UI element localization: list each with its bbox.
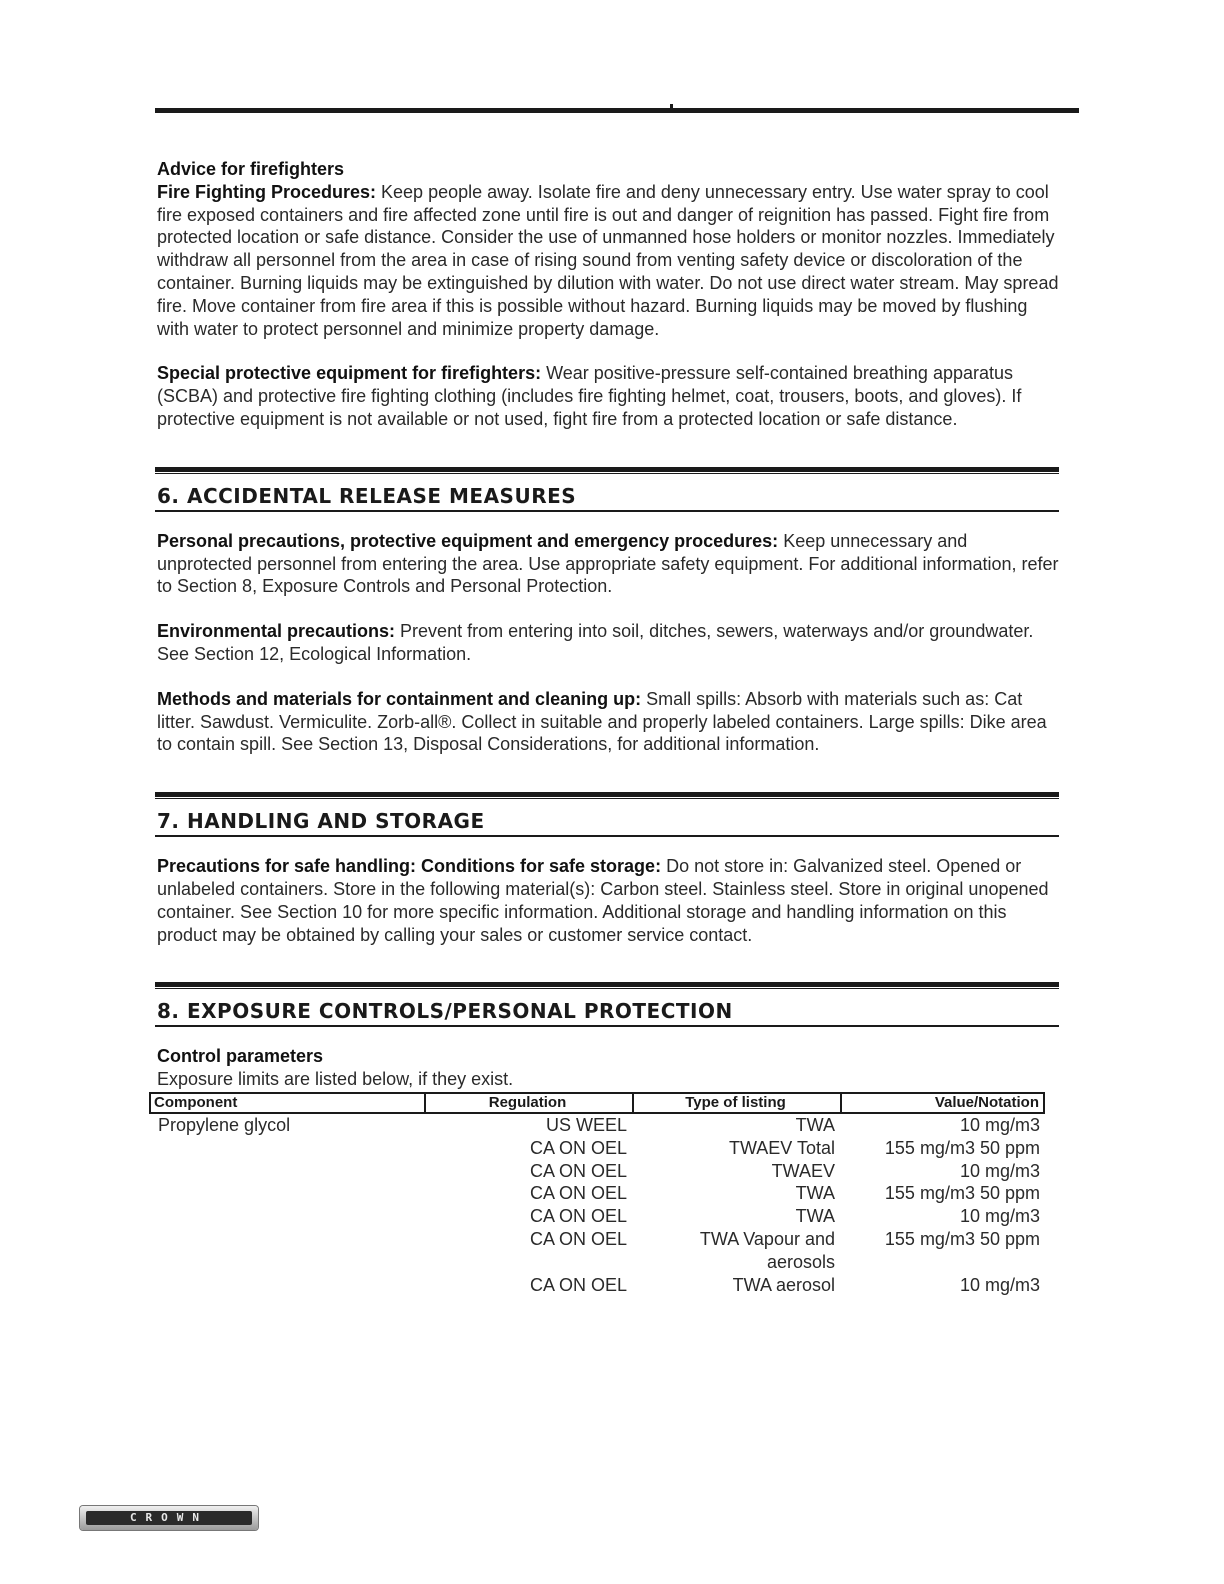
cell-type: TWA xyxy=(795,1206,835,1227)
cell-regulation: US WEEL xyxy=(545,1114,627,1135)
table-row xyxy=(150,1228,1044,1274)
containment-methods: Methods and materials for containment and cleaning up: Small spills: Absorb with materials such as: Cat litter. Sawdust. Vermiculite. Zorb-all®. Collect in suitable and properly labeled containers. Large spills: Dike area to contain spill. See Section 13, Disposal Considerations, for additional information. xyxy=(157,688,1047,755)
special-protective-equipment: Special protective equipment for firefighters: Wear positive-pressure self-contained breathing apparatus (SCBA) and protective fire fighting clothing (includes fire fighting helmet, coat, trousers, boots, and gloves). If protective equipment is not available or not used, fight fire from a protected location or safe distance. xyxy=(157,363,1022,429)
personal-precautions: Personal precautions, protective equipment and emergency procedures: Keep unnecessary and unprotected personnel from entering the area. Use appropriate safety equipment. For additional information, refer to Section 8, Exposure Controls and Personal Protection. xyxy=(157,530,1059,597)
crown-logo-text: CROWN xyxy=(86,1511,252,1525)
cell-value: 155 mg/m3 50 ppm xyxy=(884,1137,1040,1158)
firefighter-advice-heading: Advice for firefighters xyxy=(157,159,345,179)
cell-component xyxy=(150,1137,425,1160)
cell-regulation: CA ON OEL xyxy=(529,1206,627,1227)
table-row xyxy=(150,1137,1044,1160)
cell-component xyxy=(150,1205,425,1228)
section-6 xyxy=(155,467,1059,756)
table-row xyxy=(150,1160,1044,1183)
cell-type: TWA Vapour and aerosols xyxy=(699,1228,835,1272)
cell-component xyxy=(150,1182,425,1205)
cell-value: 155 mg/m3 50 ppm xyxy=(884,1228,1040,1249)
cell-component xyxy=(150,1274,425,1297)
document-body xyxy=(154,158,1061,1296)
cell-type: TWAEV xyxy=(771,1160,835,1181)
control-parameters-heading: Control parameters xyxy=(157,1046,324,1067)
col-component: Component xyxy=(150,1093,425,1113)
cell-value: 10 mg/m3 xyxy=(959,1160,1040,1181)
cell-regulation: CA ON OEL xyxy=(529,1183,627,1204)
col-regulation: Regulation xyxy=(425,1093,633,1113)
exposure-limits-intro: Exposure limits are listed below, if they exist. xyxy=(157,1069,514,1090)
exposure-limits-table xyxy=(149,1092,1045,1296)
cell-regulation: CA ON OEL xyxy=(529,1160,627,1181)
col-value-notation: Value/Notation xyxy=(841,1093,1044,1113)
table-row xyxy=(150,1205,1044,1228)
section-8-title: 8. EXPOSURE CONTROLS/PERSONAL PROTECTION xyxy=(157,999,733,1024)
cell-type: TWA xyxy=(795,1183,835,1204)
cell-value: 10 mg/m3 xyxy=(959,1274,1040,1295)
handling-storage-text: Precautions for safe handling: Conditions for safe storage: Do not store in: Galvanized steel. Opened or unlabeled containers. Store in the following material(s): Carbon steel. Stainless steel. Store in original unopened container. See Section 10 for more specific information. Additional storage and handling information on this product may be obtained by calling your sales or customer service contact. xyxy=(157,856,1049,945)
cell-regulation: CA ON OEL xyxy=(529,1274,627,1295)
cell-value: 155 mg/m3 50 ppm xyxy=(884,1183,1040,1204)
fire-fighting-procedures: Fire Fighting Procedures: Keep people away. Isolate fire and deny unnecessary entry. Use water spray to cool fire exposed containers and fire affected zone until fire is out and danger of reignition has passed. Fight fire from protected location or safe distance. Consider the use of unmanned hose holders or monitor nozzles. Immediately withdraw all personnel from the area in case of rising sound from venting safety device or discoloration of the container. Burning liquids may be extinguished by dilution with water. Do not use direct water stream. May spread fire. Move container from fire area if this is possible without hazard. Burning liquids may be moved by flushing with water to protect personnel and minimize property damage. xyxy=(157,181,1059,339)
cell-type: TWAEV Total xyxy=(728,1137,835,1158)
table-row xyxy=(150,1113,1044,1137)
cell-type: TWA xyxy=(795,1114,835,1135)
crown-logo xyxy=(80,1506,258,1530)
section-7 xyxy=(155,792,1059,946)
cell-value: 10 mg/m3 xyxy=(959,1114,1040,1135)
table-row xyxy=(150,1182,1044,1205)
cell-value: 10 mg/m3 xyxy=(959,1206,1040,1227)
section-6-title: 6. ACCIDENTAL RELEASE MEASURES xyxy=(157,483,577,508)
section-8 xyxy=(155,982,1059,1296)
cell-component: Propylene glycol xyxy=(158,1114,291,1135)
cell-regulation: CA ON OEL xyxy=(529,1137,627,1158)
col-type-of-listing: Type of listing xyxy=(633,1093,841,1113)
cell-component xyxy=(150,1160,425,1183)
cell-type: TWA aerosol xyxy=(732,1274,835,1295)
section-7-title: 7. HANDLING AND STORAGE xyxy=(157,809,485,834)
cell-component xyxy=(150,1228,425,1274)
cell-regulation: CA ON OEL xyxy=(529,1228,627,1249)
header-rule xyxy=(155,108,1079,113)
table-row xyxy=(150,1274,1044,1297)
table-header-row xyxy=(150,1093,1044,1113)
environmental-precautions: Environmental precautions: Prevent from entering into soil, ditches, sewers, waterways and/or groundwater. See Section 12, Ecological Information. xyxy=(157,621,1034,664)
